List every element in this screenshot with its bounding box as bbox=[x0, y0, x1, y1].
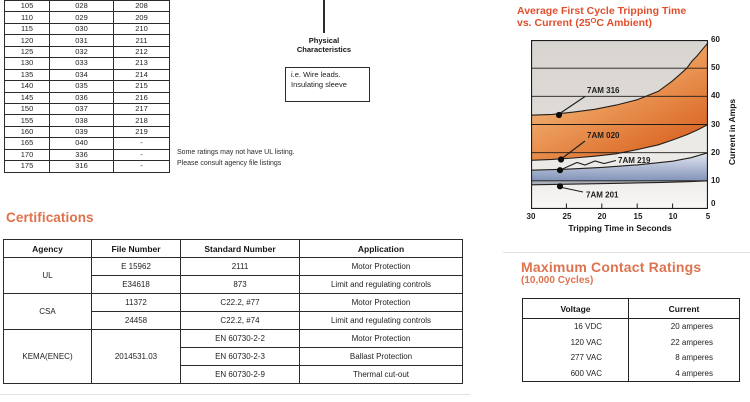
note-line2: Please consult agency file listings bbox=[177, 159, 282, 167]
cell: 214 bbox=[114, 69, 170, 80]
cell: 210 bbox=[114, 23, 170, 34]
series-label-7am219: 7AM 219 bbox=[618, 156, 651, 165]
x-axis-tick-label: 10 bbox=[668, 212, 678, 221]
tripping-time-chart bbox=[531, 40, 708, 209]
cell: 125 bbox=[5, 46, 50, 57]
cell: 212 bbox=[114, 46, 170, 57]
cell: 218 bbox=[114, 115, 170, 126]
cell: 037 bbox=[50, 103, 114, 114]
table-header-row bbox=[523, 299, 740, 319]
cell: KEMA(ENEC) bbox=[4, 330, 92, 384]
cell: EN 60730-2-9 bbox=[181, 366, 300, 384]
cell: 040 bbox=[50, 138, 114, 149]
cell: C22.2, #74 bbox=[181, 312, 300, 330]
table-row bbox=[4, 294, 463, 312]
cell: 216 bbox=[114, 92, 170, 103]
cell: 165 bbox=[5, 138, 50, 149]
cell: 028 bbox=[50, 1, 114, 12]
cell: 038 bbox=[50, 115, 114, 126]
cell: 11372 bbox=[92, 294, 181, 312]
table-row bbox=[5, 115, 170, 126]
chart-title bbox=[517, 5, 732, 29]
column-header: Voltage bbox=[523, 299, 629, 319]
x-axis-tick-label: 30 bbox=[526, 212, 536, 221]
table-row bbox=[4, 330, 463, 348]
cell: 145 bbox=[5, 92, 50, 103]
table-row bbox=[5, 69, 170, 80]
dot-7am219 bbox=[557, 167, 563, 173]
table-row bbox=[5, 149, 170, 160]
cell: 215 bbox=[114, 81, 170, 92]
cell: Limit and regulating controls bbox=[300, 276, 463, 294]
y-axis-tick-label: 50 bbox=[711, 63, 720, 72]
table-row bbox=[5, 92, 170, 103]
contact-ratings-subheading: (10,000 Cycles) bbox=[521, 275, 594, 286]
chart-title-line2: vs. Current ($25^OC$ Ambient) bbox=[517, 16, 652, 29]
cell: Ballast Protection bbox=[300, 348, 463, 366]
dot-7am316 bbox=[556, 112, 562, 118]
y-axis-tick-label: 20 bbox=[711, 147, 720, 157]
cell: 316 bbox=[50, 161, 114, 172]
cell: 213 bbox=[114, 58, 170, 69]
divider-rule bbox=[0, 394, 470, 395]
cell: 135 bbox=[5, 69, 50, 80]
cell: 036 bbox=[50, 92, 114, 103]
dot-7am201 bbox=[557, 183, 563, 189]
cell: 2014531.03 bbox=[92, 330, 181, 384]
cell: 873 bbox=[181, 276, 300, 294]
y-axis-title: Current in Amps bbox=[727, 98, 737, 166]
cell: 029 bbox=[50, 12, 114, 23]
table-row bbox=[5, 35, 170, 46]
cell: Motor Protection bbox=[300, 294, 463, 312]
degree-superscript: O bbox=[590, 16, 597, 25]
table-row bbox=[5, 161, 170, 172]
cell: Motor Protection bbox=[300, 330, 463, 348]
y-axis-tick-label: 30 bbox=[711, 119, 720, 129]
physical-label-line1: Physical bbox=[308, 36, 340, 45]
x-axis-tick-label: 25 bbox=[562, 212, 572, 221]
cell: - bbox=[114, 161, 170, 172]
divider-rule bbox=[503, 252, 750, 253]
cell: 039 bbox=[50, 126, 114, 137]
cell: EN 60730-2-2 bbox=[181, 330, 300, 348]
cell: 209 bbox=[114, 12, 170, 23]
cell: 115 bbox=[5, 23, 50, 34]
cell: E34618 bbox=[92, 276, 181, 294]
cell: Limit and regulating controls bbox=[300, 312, 463, 330]
cell: 2111 bbox=[181, 258, 300, 276]
series-label-7am316: 7AM 316 bbox=[587, 86, 620, 95]
physical-characteristics-box bbox=[285, 67, 370, 102]
cell: 208 bbox=[114, 1, 170, 12]
cell: 20 amperes bbox=[629, 319, 740, 335]
y-axis-tick-label: 10 bbox=[711, 175, 720, 185]
note-line1: Some ratings may not have UL listing. bbox=[177, 149, 295, 156]
x-axis-tick-label: 20 bbox=[597, 212, 607, 221]
physical-characteristics-label bbox=[274, 36, 374, 54]
cell: 030 bbox=[50, 23, 114, 34]
cell: E 15962 bbox=[92, 258, 181, 276]
cell: 4 amperes bbox=[629, 366, 740, 382]
table-row bbox=[5, 58, 170, 69]
cell: CSA bbox=[4, 294, 92, 330]
cell: EN 60730-2-3 bbox=[181, 348, 300, 366]
column-header: Agency bbox=[4, 240, 92, 258]
physical-box-line1: i.e. Wire leads. bbox=[291, 70, 341, 79]
cell: 217 bbox=[114, 103, 170, 114]
cell: 22 amperes bbox=[629, 335, 740, 351]
ul-listing-note bbox=[177, 148, 295, 169]
cell: 160 bbox=[5, 126, 50, 137]
x-axis-tick-label: 15 bbox=[633, 212, 643, 221]
table-row bbox=[523, 350, 740, 366]
x-axis-tick-label: 5 bbox=[705, 212, 711, 221]
cell: 211 bbox=[114, 35, 170, 46]
table-row bbox=[5, 1, 170, 12]
table-row bbox=[5, 12, 170, 23]
cell: 034 bbox=[50, 69, 114, 80]
table-row bbox=[5, 46, 170, 57]
cell: Motor Protection bbox=[300, 258, 463, 276]
cell: 150 bbox=[5, 103, 50, 114]
cell: 032 bbox=[50, 46, 114, 57]
cell: 120 bbox=[5, 35, 50, 46]
certifications-table bbox=[3, 239, 463, 384]
table-header-row bbox=[4, 240, 463, 258]
cell: 600 VAC bbox=[570, 368, 602, 378]
column-header: Current bbox=[629, 299, 740, 319]
cell: 175 bbox=[5, 161, 50, 172]
x-axis-title: Tripping Time in Seconds bbox=[568, 223, 672, 233]
cell: 120 VAC bbox=[570, 337, 602, 347]
cell: 035 bbox=[50, 81, 114, 92]
table-row bbox=[523, 335, 740, 351]
ratings-table bbox=[4, 0, 170, 173]
cell: 031 bbox=[50, 35, 114, 46]
table-row bbox=[4, 258, 463, 276]
dot-7am020 bbox=[558, 156, 564, 162]
cell: 336 bbox=[50, 149, 114, 160]
cell: 16 VDC bbox=[573, 322, 602, 331]
cell: UL bbox=[4, 258, 92, 294]
physical-label-line2: Characteristics bbox=[296, 45, 352, 54]
series-label-7am201: 7AM 201 bbox=[586, 190, 619, 200]
table-row bbox=[523, 319, 740, 335]
y-axis-tick-label: 0 bbox=[711, 198, 716, 208]
table-row bbox=[5, 81, 170, 92]
cell: - bbox=[114, 149, 170, 160]
column-header: Standard Number bbox=[181, 240, 300, 258]
column-header: File Number bbox=[92, 240, 181, 258]
cell: 8 amperes bbox=[629, 350, 740, 366]
cell: 110 bbox=[5, 12, 50, 23]
cell: 24458 bbox=[92, 312, 181, 330]
table-row bbox=[5, 23, 170, 34]
cell: C22.2, #77 bbox=[181, 294, 300, 312]
contact-ratings-table bbox=[522, 298, 740, 382]
cell: 155 bbox=[5, 115, 50, 126]
y-axis-tick-label: 60 bbox=[711, 35, 720, 44]
y-axis-tick-label: 40 bbox=[711, 91, 720, 100]
cell: 219 bbox=[114, 126, 170, 137]
connector-line bbox=[323, 0, 325, 33]
table-row bbox=[5, 103, 170, 114]
certifications-heading: Certifications bbox=[6, 210, 94, 225]
cell: 140 bbox=[5, 81, 50, 92]
contact-ratings-heading: Maximum Contact Ratings bbox=[521, 259, 702, 275]
cell: Thermal cut-out bbox=[300, 366, 463, 384]
table-row bbox=[523, 366, 740, 382]
column-header: Application bbox=[300, 240, 463, 258]
physical-box-line2: Insulating sleeve bbox=[291, 80, 347, 89]
cell: - bbox=[114, 138, 170, 149]
table-row bbox=[5, 138, 170, 149]
table-row bbox=[5, 126, 170, 137]
cell: 130 bbox=[5, 58, 50, 69]
cell: 170 bbox=[5, 149, 50, 160]
cell: 277 VAC bbox=[570, 353, 602, 363]
cell: 033 bbox=[50, 58, 114, 69]
chart-title-line1: Average First Cycle Tripping Time bbox=[517, 5, 687, 17]
cell: 105 bbox=[5, 1, 50, 12]
series-label-7am020: 7AM 020 bbox=[587, 131, 620, 140]
